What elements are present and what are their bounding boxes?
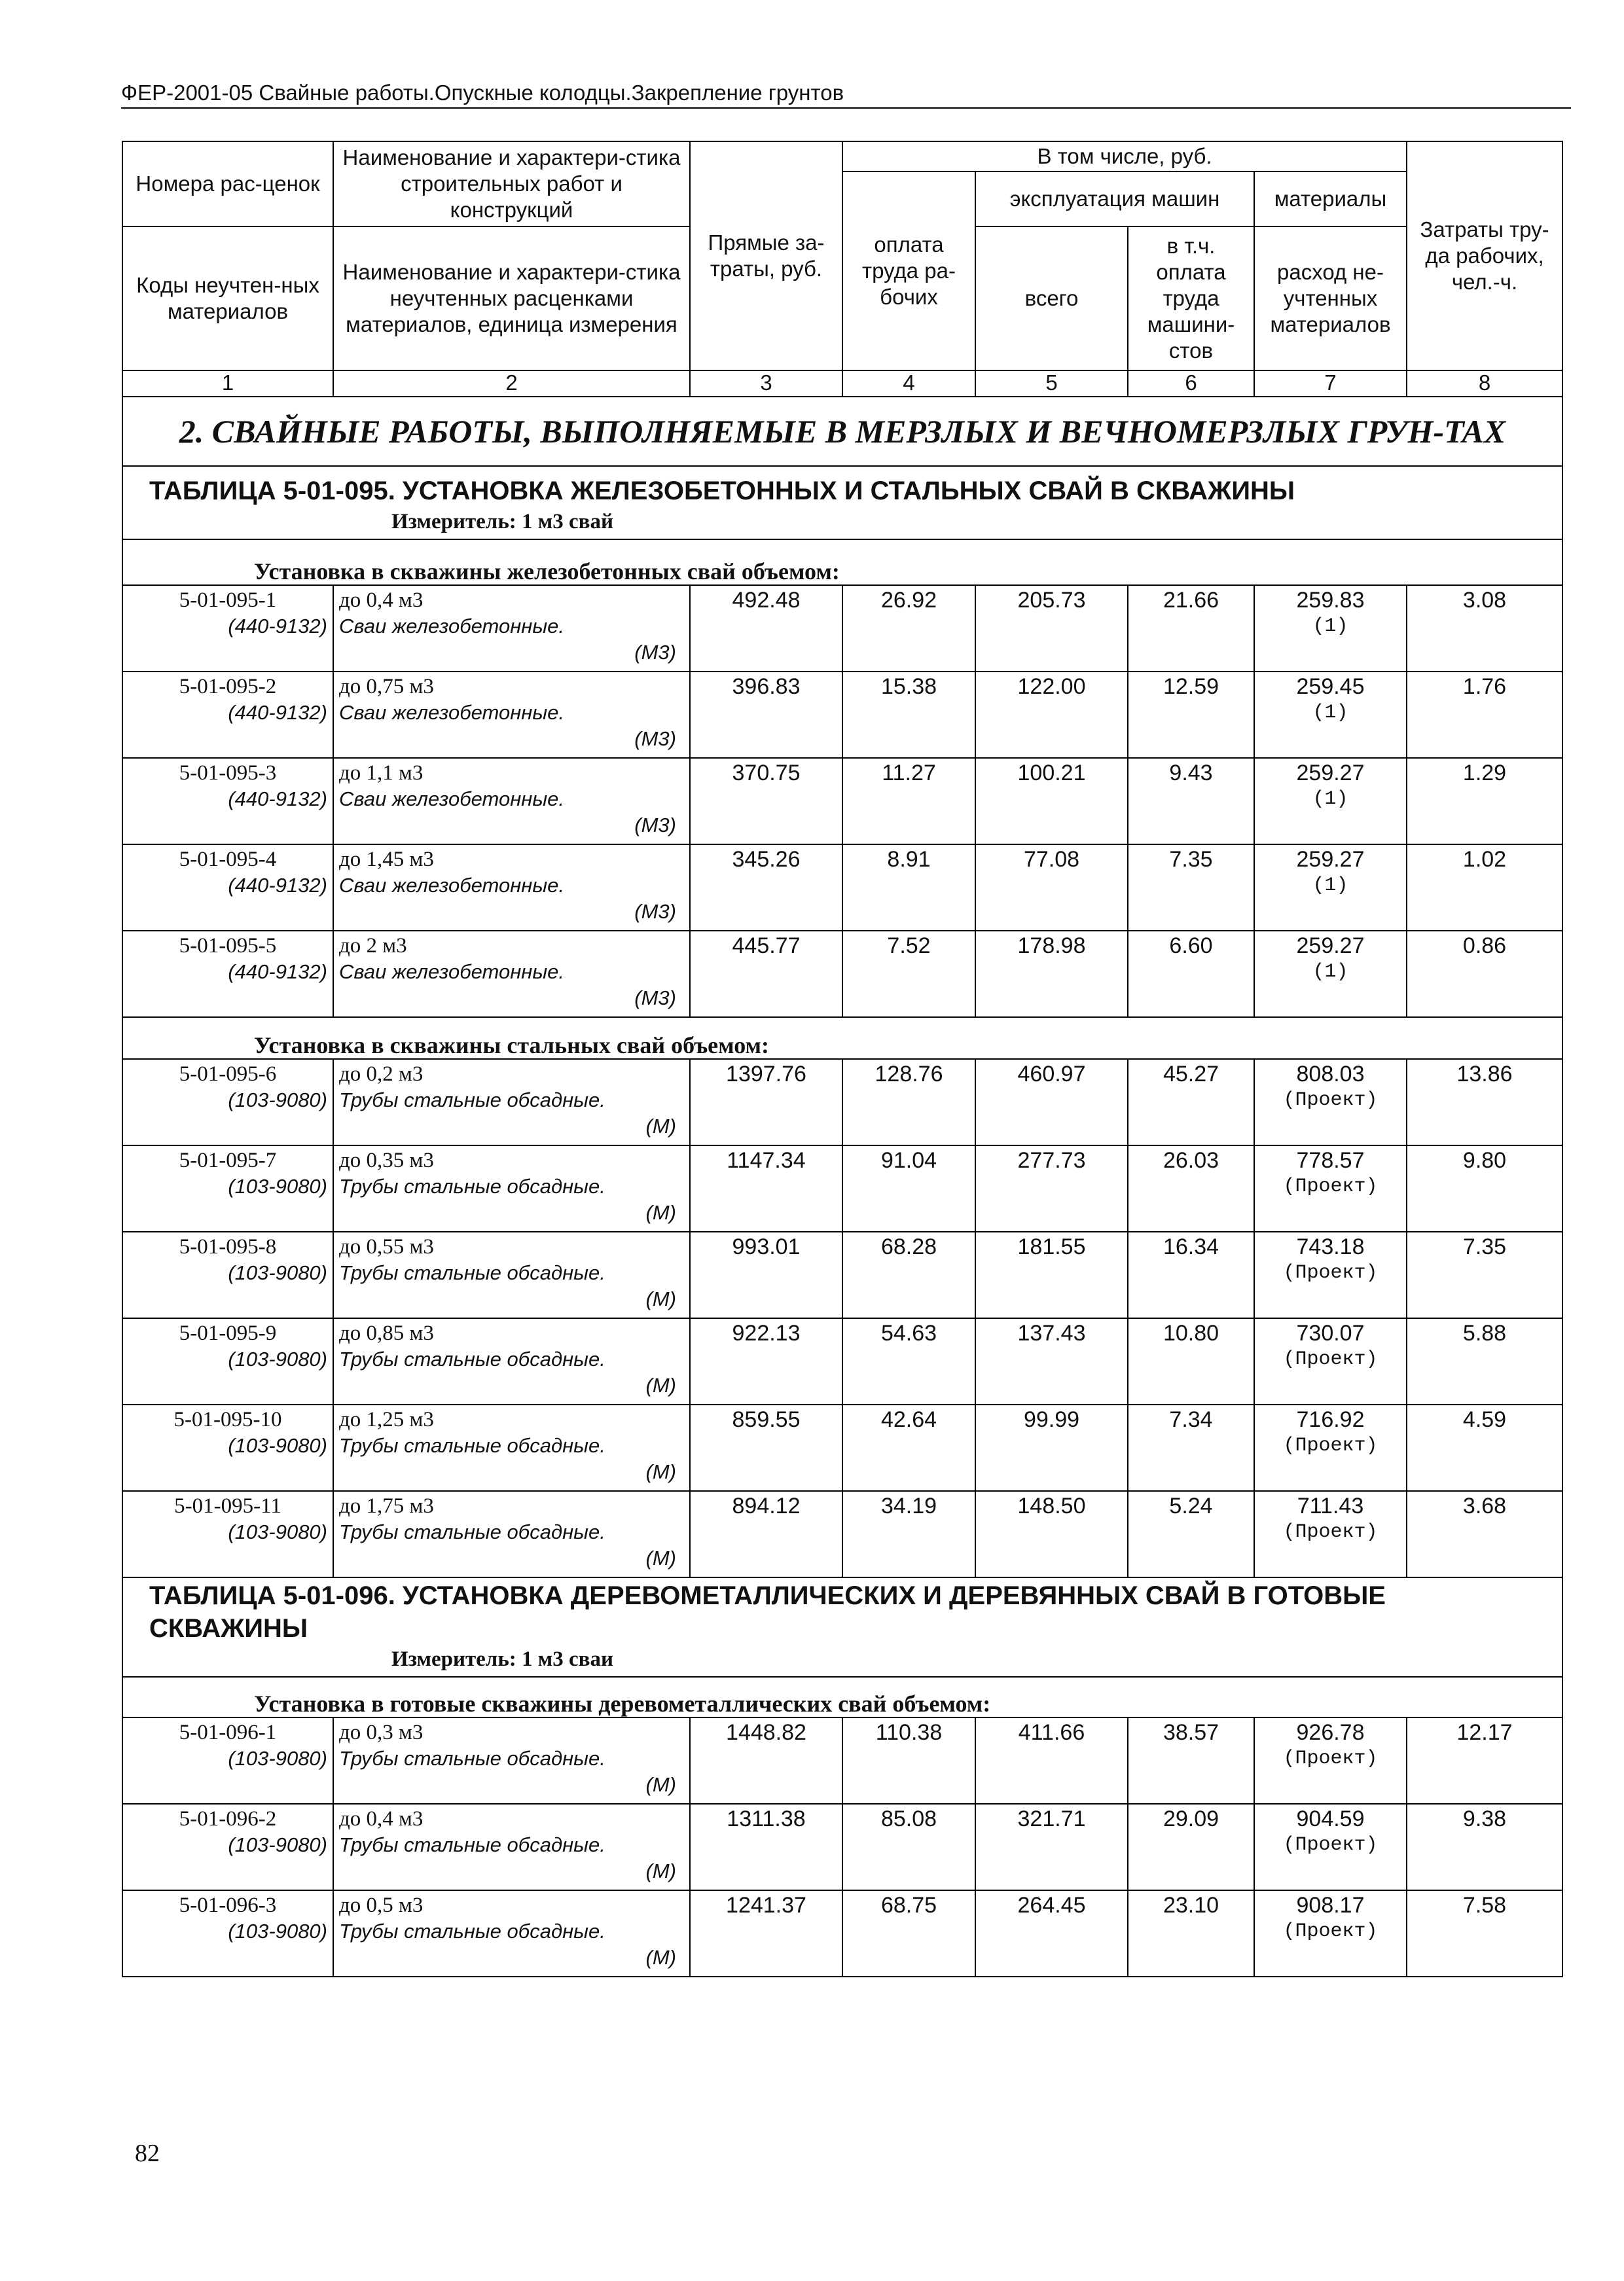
labor-hours: 1.02 (1407, 844, 1562, 931)
machinist-pay: 21.66 (1128, 585, 1254, 672)
pile-volume: до 1,1 м3 (339, 761, 424, 785)
material-unit: (М3) (634, 900, 676, 923)
material-code: (440-9132) (228, 787, 327, 810)
table-095-heading (122, 466, 1562, 539)
table-095-group-2: Установка в скважины стальных свай объемом: (122, 1017, 1562, 1059)
machinist-pay: 45.27 (1128, 1059, 1254, 1145)
worker-pay: 110.38 (842, 1717, 975, 1804)
rate-code: 5-01-095-7 (179, 1149, 277, 1172)
worker-pay: 68.75 (842, 1890, 975, 1977)
material-code: (103-9080) (228, 1920, 327, 1943)
work-name-cell (333, 672, 690, 758)
machinist-pay: 38.57 (1128, 1717, 1254, 1804)
header-material-codes: Коды неучтен-ных материалов (122, 226, 333, 370)
worker-pay: 68.28 (842, 1232, 975, 1318)
direct-costs: 1397.76 (690, 1059, 842, 1145)
materials-cell (1254, 1491, 1407, 1577)
column-number: 4 (842, 370, 975, 397)
column-number: 2 (333, 370, 690, 397)
materials-note: (1) (1312, 961, 1348, 983)
machines-total: 460.97 (975, 1059, 1128, 1145)
material-name: Трубы стальные обсадные. (339, 1261, 605, 1284)
labor-hours: 5.88 (1407, 1318, 1562, 1405)
header-work-name: Наименование и характери-стика строительных работ и конструкций (333, 141, 690, 226)
material-unit: (М) (645, 1773, 676, 1796)
materials-cell (1254, 931, 1407, 1017)
machines-total: 264.45 (975, 1890, 1128, 1977)
material-unit: (М) (645, 1115, 676, 1138)
material-name: Сваи железобетонные. (339, 701, 565, 724)
worker-pay: 34.19 (842, 1491, 975, 1577)
materials-cell (1254, 844, 1407, 931)
labor-hours: 1.29 (1407, 758, 1562, 844)
table-row (122, 1491, 1562, 1577)
work-name-cell (333, 844, 690, 931)
material-code: (103-9080) (228, 1833, 327, 1856)
rate-code: 5-01-095-2 (179, 675, 277, 698)
worker-pay: 15.38 (842, 672, 975, 758)
table-row (122, 672, 1562, 758)
material-name: Трубы стальные обсадные. (339, 1833, 605, 1856)
material-name: Трубы стальные обсадные. (339, 1088, 605, 1111)
material-code: (103-9080) (228, 1088, 327, 1111)
material-code: (103-9080) (228, 1175, 327, 1198)
worker-pay: 8.91 (842, 844, 975, 931)
rate-code: 5-01-095-1 (179, 588, 277, 612)
materials-cost: 259.27 (1296, 761, 1365, 785)
rate-code-cell (122, 1145, 333, 1232)
table-row (122, 1059, 1562, 1145)
material-unit: (М3) (634, 986, 676, 1009)
table-row (122, 1890, 1562, 1977)
materials-note: (1) (1312, 874, 1348, 897)
materials-cost: 259.27 (1296, 847, 1365, 872)
pile-volume: до 1,45 м3 (339, 848, 434, 871)
materials-note: (Проект) (1283, 1176, 1378, 1198)
rate-code-cell (122, 1318, 333, 1405)
labor-hours: 0.86 (1407, 931, 1562, 1017)
machinist-pay: 6.60 (1128, 931, 1254, 1017)
machinist-pay: 9.43 (1128, 758, 1254, 844)
rate-code-cell (122, 1890, 333, 1977)
material-code: (440-9132) (228, 701, 327, 724)
materials-cell (1254, 1318, 1407, 1405)
materials-note: (Проект) (1283, 1348, 1378, 1371)
materials-cost: 904.59 (1296, 1806, 1365, 1831)
measure-value: 1 м3 свай (522, 510, 613, 533)
labor-hours: 9.80 (1407, 1145, 1562, 1232)
rate-code: 5-01-095-9 (179, 1321, 277, 1345)
work-name-cell (333, 1059, 690, 1145)
header-labor-hours: Затраты тру-да рабочих, чел.-ч. (1407, 141, 1562, 370)
work-name-cell (333, 1405, 690, 1491)
table-row (122, 585, 1562, 672)
material-name: Сваи железобетонные. (339, 787, 565, 810)
pile-volume: до 0,35 м3 (339, 1149, 434, 1172)
machinist-pay: 26.03 (1128, 1145, 1254, 1232)
measure-value: 1 м3 сваи (522, 1647, 613, 1671)
table-row (122, 758, 1562, 844)
material-name: Трубы стальные обсадные. (339, 1520, 605, 1543)
materials-note: (1) (1312, 702, 1348, 724)
column-number: 8 (1407, 370, 1562, 397)
header-machines: эксплуатация машин (975, 171, 1254, 226)
material-unit: (М3) (634, 641, 676, 664)
materials-cost: 711.43 (1297, 1494, 1364, 1518)
material-name: Трубы стальные обсадные. (339, 1434, 605, 1457)
rate-code: 5-01-096-3 (179, 1894, 277, 1917)
rate-code-cell (122, 1059, 333, 1145)
work-name-cell (333, 758, 690, 844)
machines-total: 122.00 (975, 672, 1128, 758)
machines-total: 148.50 (975, 1491, 1128, 1577)
rate-code-cell (122, 1491, 333, 1577)
pile-volume: до 0,4 м3 (339, 1807, 424, 1831)
machinist-pay: 10.80 (1128, 1318, 1254, 1405)
work-name-cell (333, 1145, 690, 1232)
machines-total: 137.43 (975, 1318, 1128, 1405)
material-code: (440-9132) (228, 615, 327, 638)
machines-total: 277.73 (975, 1145, 1128, 1232)
material-code: (103-9080) (228, 1348, 327, 1371)
rate-code: 5-01-095-8 (179, 1235, 277, 1259)
labor-hours: 13.86 (1407, 1059, 1562, 1145)
rate-code: 5-01-095-5 (179, 934, 277, 958)
table-row (122, 1717, 1562, 1804)
rate-code-cell (122, 1804, 333, 1890)
rates-table (122, 141, 1563, 1977)
work-name-cell (333, 585, 690, 672)
machines-total: 99.99 (975, 1405, 1128, 1491)
worker-pay: 128.76 (842, 1059, 975, 1145)
pile-volume: до 0,4 м3 (339, 588, 424, 612)
direct-costs: 345.26 (690, 844, 842, 931)
materials-cell (1254, 1145, 1407, 1232)
machines-total: 205.73 (975, 585, 1128, 672)
column-number: 3 (690, 370, 842, 397)
pile-volume: до 0,85 м3 (339, 1321, 434, 1345)
work-name-cell (333, 1890, 690, 1977)
machines-total: 178.98 (975, 931, 1128, 1017)
materials-note: (Проект) (1283, 1920, 1378, 1943)
header-in-total: В том числе, руб. (842, 141, 1407, 171)
labor-hours: 7.58 (1407, 1890, 1562, 1977)
rate-code-cell (122, 1717, 333, 1804)
machinist-pay: 29.09 (1128, 1804, 1254, 1890)
worker-pay: 54.63 (842, 1318, 975, 1405)
pile-volume: до 0,55 м3 (339, 1235, 434, 1259)
materials-cost: 259.83 (1296, 588, 1365, 613)
rate-code-cell (122, 585, 333, 672)
machines-total: 181.55 (975, 1232, 1128, 1318)
rate-code: 5-01-095-4 (179, 848, 277, 871)
materials-cost: 259.27 (1296, 933, 1365, 958)
work-name-cell (333, 1804, 690, 1890)
materials-cost: 259.45 (1296, 674, 1365, 699)
pile-volume: до 1,25 м3 (339, 1408, 434, 1431)
pile-volume: до 0,2 м3 (339, 1062, 424, 1086)
rate-code-cell (122, 758, 333, 844)
material-name: Сваи железобетонные. (339, 960, 565, 983)
table-row (122, 1804, 1562, 1890)
direct-costs: 1448.82 (690, 1717, 842, 1804)
section-title: 2. СВАЙНЫЕ РАБОТЫ, ВЫПОЛНЯЕМЫЕ В МЕРЗЛЫХ И ВЕЧНОМЕРЗЛЫХ ГРУН-ТАХ (122, 397, 1562, 466)
direct-costs: 1147.34 (690, 1145, 842, 1232)
material-name: Трубы стальные обсадные. (339, 1920, 605, 1943)
direct-costs: 370.75 (690, 758, 842, 844)
materials-cell (1254, 758, 1407, 844)
machinist-pay: 23.10 (1128, 1890, 1254, 1977)
table-row (122, 931, 1562, 1017)
material-name: Трубы стальные обсадные. (339, 1175, 605, 1198)
rate-code: 5-01-095-11 (174, 1494, 281, 1518)
machinist-pay: 12.59 (1128, 672, 1254, 758)
rate-code: 5-01-095-3 (179, 761, 277, 785)
header-machines-total: всего (975, 226, 1128, 370)
materials-cost: 716.92 (1296, 1407, 1365, 1432)
material-name: Сваи железобетонные. (339, 615, 565, 638)
table-096-heading (122, 1577, 1562, 1677)
pile-volume: до 0,5 м3 (339, 1894, 424, 1917)
machines-total: 321.71 (975, 1804, 1128, 1890)
measure-label: Измеритель: (391, 1647, 516, 1671)
direct-costs: 859.55 (690, 1405, 842, 1491)
materials-cost: 808.03 (1296, 1062, 1365, 1087)
direct-costs: 1241.37 (690, 1890, 842, 1977)
machinist-pay: 5.24 (1128, 1491, 1254, 1577)
machines-total: 100.21 (975, 758, 1128, 844)
machinist-pay: 7.34 (1128, 1405, 1254, 1491)
header-machinist-pay: в т.ч. оплата труда машини-стов (1128, 226, 1254, 370)
page-number: 82 (135, 2140, 160, 2167)
labor-hours: 12.17 (1407, 1717, 1562, 1804)
table-row (122, 1405, 1562, 1491)
direct-costs: 922.13 (690, 1318, 842, 1405)
materials-note: (1) (1312, 788, 1348, 810)
header-materials: материалы (1254, 171, 1407, 226)
machinist-pay: 7.35 (1128, 844, 1254, 931)
labor-hours: 1.76 (1407, 672, 1562, 758)
material-code: (103-9080) (228, 1520, 327, 1543)
rate-code-cell (122, 844, 333, 931)
work-name-cell (333, 1232, 690, 1318)
header-rate-numbers: Номера рас-ценок (122, 141, 333, 226)
header-material-names: Наименование и характери-стика неучтенных расценками материалов, единица измерения (333, 226, 690, 370)
materials-cell (1254, 585, 1407, 672)
worker-pay: 85.08 (842, 1804, 975, 1890)
table-095-title: ТАБЛИЦА 5-01-095. УСТАНОВКА ЖЕЛЕЗОБЕТОННЫХ И СТАЛЬНЫХ СВАЙ В СКВАЖИНЫ (149, 476, 1295, 505)
direct-costs: 1311.38 (690, 1804, 842, 1890)
materials-cell (1254, 672, 1407, 758)
worker-pay: 11.27 (842, 758, 975, 844)
material-code: (103-9080) (228, 1261, 327, 1284)
column-numbers-row (122, 370, 1562, 397)
table-095-group-1: Установка в скважины железобетонных свай объемом: (122, 539, 1562, 585)
labor-hours: 7.35 (1407, 1232, 1562, 1318)
machinist-pay: 16.34 (1128, 1232, 1254, 1318)
labor-hours: 9.38 (1407, 1804, 1562, 1890)
materials-cost: 743.18 (1296, 1234, 1365, 1259)
direct-costs: 396.83 (690, 672, 842, 758)
machines-total: 77.08 (975, 844, 1128, 931)
materials-cell (1254, 1804, 1407, 1890)
worker-pay: 91.04 (842, 1145, 975, 1232)
rate-code: 5-01-096-1 (179, 1721, 277, 1744)
header-unaccounted-materials: расход не-учтенных материалов (1254, 226, 1407, 370)
materials-cost: 778.57 (1296, 1148, 1365, 1173)
material-code: (103-9080) (228, 1747, 327, 1770)
table-row (122, 844, 1562, 931)
work-name-cell (333, 1717, 690, 1804)
worker-pay: 26.92 (842, 585, 975, 672)
pile-volume: до 2 м3 (339, 934, 407, 958)
rate-code-cell (122, 672, 333, 758)
table-096-group-1: Установка в готовые скважины деревометаллических свай объемом: (122, 1677, 1562, 1717)
material-name: Трубы стальные обсадные. (339, 1348, 605, 1371)
labor-hours: 4.59 (1407, 1405, 1562, 1491)
rate-code: 5-01-095-10 (173, 1408, 282, 1431)
machines-total: 411.66 (975, 1717, 1128, 1804)
header-direct-costs: Прямые за-траты, руб. (690, 141, 842, 370)
pile-volume: до 0,75 м3 (339, 675, 434, 698)
direct-costs: 492.48 (690, 585, 842, 672)
materials-note: (Проект) (1283, 1435, 1378, 1457)
materials-cell (1254, 1717, 1407, 1804)
materials-note: (Проект) (1283, 1089, 1378, 1111)
rate-code: 5-01-096-2 (179, 1807, 277, 1831)
material-unit: (М) (645, 1201, 676, 1224)
material-code: (103-9080) (228, 1434, 327, 1457)
rate-code-cell (122, 1232, 333, 1318)
rate-code: 5-01-095-6 (179, 1062, 277, 1086)
material-code: (440-9132) (228, 874, 327, 897)
header-worker-pay: оплата труда ра-бочих (842, 171, 975, 370)
materials-note: (Проект) (1283, 1521, 1378, 1543)
materials-cell (1254, 1405, 1407, 1491)
material-unit: (М) (645, 1547, 676, 1570)
materials-cost: 926.78 (1296, 1720, 1365, 1745)
material-unit: (М) (645, 1374, 676, 1397)
table-row (122, 1318, 1562, 1405)
table-row (122, 1145, 1562, 1232)
column-number: 6 (1128, 370, 1254, 397)
measure-label: Измеритель: (391, 510, 516, 533)
direct-costs: 993.01 (690, 1232, 842, 1318)
materials-cell (1254, 1232, 1407, 1318)
material-name: Трубы стальные обсадные. (339, 1747, 605, 1770)
material-unit: (М3) (634, 814, 676, 836)
worker-pay: 7.52 (842, 931, 975, 1017)
table-row (122, 1232, 1562, 1318)
work-name-cell (333, 1318, 690, 1405)
work-name-cell (333, 931, 690, 1017)
materials-cost: 908.17 (1296, 1893, 1365, 1918)
direct-costs: 445.77 (690, 931, 842, 1017)
materials-note: (Проект) (1283, 1834, 1378, 1856)
rate-code-cell (122, 931, 333, 1017)
work-name-cell (333, 1491, 690, 1577)
labor-hours: 3.08 (1407, 585, 1562, 672)
material-name: Сваи железобетонные. (339, 874, 565, 897)
material-unit: (М3) (634, 727, 676, 750)
materials-note: (Проект) (1283, 1748, 1378, 1770)
page-header: ФЕР-2001-05 Свайные работы.Опускные колодцы.Закрепление грунтов (121, 79, 1571, 109)
column-number: 1 (122, 370, 333, 397)
materials-cost: 730.07 (1296, 1321, 1365, 1346)
materials-cell (1254, 1059, 1407, 1145)
pile-volume: до 0,3 м3 (339, 1721, 424, 1744)
labor-hours: 3.68 (1407, 1491, 1562, 1577)
worker-pay: 42.64 (842, 1405, 975, 1491)
rate-code-cell (122, 1405, 333, 1491)
material-code: (440-9132) (228, 960, 327, 983)
table-096-title: ТАБЛИЦА 5-01-096. УСТАНОВКА ДЕРЕВОМЕТАЛЛИЧЕСКИХ И ДЕРЕВЯННЫХ СВАЙ В ГОТОВЫЕ СКВАЖИНЫ (149, 1581, 1386, 1643)
materials-cell (1254, 1890, 1407, 1977)
material-unit: (М) (645, 1946, 676, 1969)
material-unit: (М) (645, 1460, 676, 1483)
table-095-measure (149, 507, 1536, 539)
column-number: 5 (975, 370, 1128, 397)
direct-costs: 894.12 (690, 1491, 842, 1577)
material-unit: (М) (645, 1287, 676, 1310)
materials-note: (1) (1312, 615, 1348, 638)
pile-volume: до 1,75 м3 (339, 1494, 434, 1518)
column-number: 7 (1254, 370, 1407, 397)
materials-note: (Проект) (1283, 1262, 1378, 1284)
material-unit: (М) (645, 1859, 676, 1882)
table-096-measure (149, 1645, 1536, 1676)
